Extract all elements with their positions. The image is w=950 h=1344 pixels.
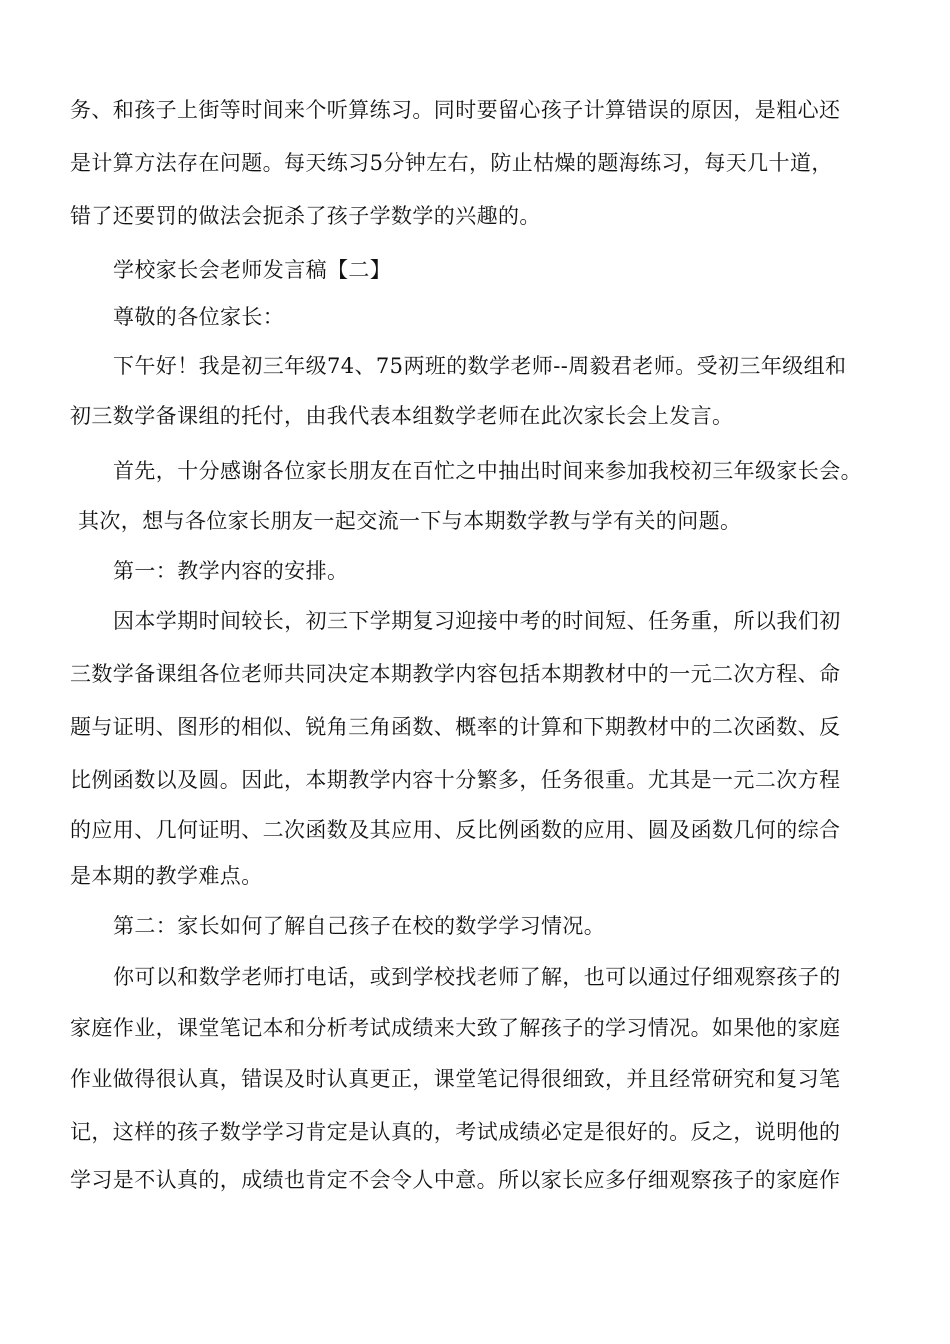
- section-heading: 学校家长会老师发言稿【二】: [113, 258, 392, 282]
- text-line-21: 记，这样的孩子数学学习肯定是认真的，考试成绩必定是很好的。反之，说明他的: [70, 1120, 841, 1144]
- text-line-14: 比例函数以及圆。因此，本期教学内容十分繁多，任务很重。尤其是一元二次方程: [70, 768, 841, 792]
- text-line-8: 首先，十分感谢各位家长朋友在百忙之中抽出时间来参加我校初三年级家长会。: [113, 459, 862, 483]
- text-line-12: 三数学备课组各位老师共同决定本期教学内容包括本期教材中的一元二次方程、命: [70, 662, 841, 686]
- text-line-3: 错了还要罚的做法会扼杀了孩子学数学的兴趣的。: [70, 204, 541, 228]
- salutation: 尊敬的各位家长：: [113, 305, 285, 329]
- text-line-1: 务、和孩子上街等时间来个听算练习。同时要留心孩子计算错误的原因，是粗心还: [70, 98, 841, 122]
- text-line-2: 是计算方法存在问题。每天练习5分钟左右，防止枯燥的题海练习，每天几十道，: [70, 151, 833, 175]
- text-line-20: 作业做得很认真，错误及时认真更正，课堂笔记得很细致，并且经常研究和复习笔: [70, 1067, 841, 1091]
- text-line-18: 你可以和数学老师打电话，或到学校找老师了解，也可以通过仔细观察孩子的: [113, 965, 841, 989]
- text-line-9: 其次，想与各位家长朋友一起交流一下与本期数学教与学有关的问题。: [78, 509, 742, 533]
- text-line-11: 因本学期时间较长，初三下学期复习迎接中考的时间短、任务重，所以我们初: [113, 609, 841, 633]
- point-one-heading: 第一：教学内容的安排。: [113, 559, 349, 583]
- point-two-heading: 第二：家长如何了解自己孩子在校的数学学习情况。: [113, 914, 606, 938]
- text-line-15: 的应用、几何证明、二次函数及其应用、反比例函数的应用、圆及函数几何的综合: [70, 818, 841, 842]
- text-line-16: 是本期的教学难点。: [70, 864, 263, 888]
- text-line-6: 下午好！我是初三年级74、75两班的数学老师--周毅君老师。受初三年级组和: [113, 354, 847, 378]
- text-line-22: 学习是不认真的，成绩也肯定不会令人中意。所以家长应多仔细观察孩子的家庭作: [70, 1168, 841, 1192]
- text-line-19: 家庭作业，课堂笔记本和分析考试成绩来大致了解孩子的学习情况。如果他的家庭: [70, 1016, 841, 1040]
- text-line-13: 题与证明、图形的相似、锐角三角函数、概率的计算和下期教材中的二次函数、反: [70, 715, 841, 739]
- text-line-7: 初三数学备课组的托付，由我代表本组数学老师在此次家长会上发言。: [70, 404, 734, 428]
